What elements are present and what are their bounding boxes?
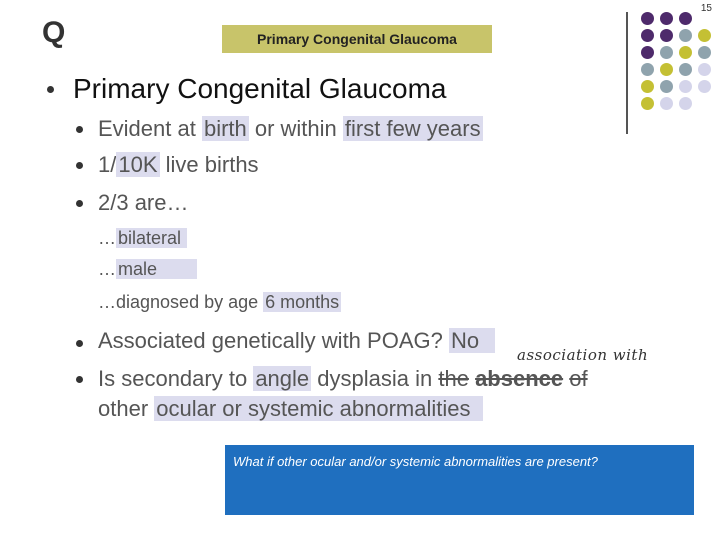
struck-the: the [438,366,469,391]
dot [660,46,673,59]
text: live births [159,152,259,177]
header-label: Primary Congenital Glaucoma [222,25,492,53]
dot [698,63,711,76]
dot [641,63,654,76]
bullet-dot [47,86,54,93]
bullet-dot [76,376,83,383]
highlight-angle: angle [255,366,310,391]
bullet-onset [98,116,483,142]
dot [679,63,692,76]
dot [660,12,673,25]
text: Evident at [98,116,202,141]
dot [641,12,654,25]
sub-item-male [98,259,197,280]
struck-absence: absence [475,366,564,391]
highlight-10k: 10K [118,152,158,177]
bullet-incidence [98,152,259,178]
bullet-two-thirds: 2/3 are… [98,190,189,215]
handwritten-note: association with [517,346,649,364]
highlight-no: No [449,328,495,353]
dot [698,29,711,42]
text: 1/ [98,152,117,177]
dot [679,97,692,110]
dot [679,12,692,25]
text: … [98,228,116,248]
dot [660,63,673,76]
text: … [98,259,116,279]
highlight-abnormalities: ocular or systemic abnormalities [154,396,482,421]
dot [679,46,692,59]
dot [679,29,692,42]
sub-item-bilateral [98,228,187,249]
slide-title: Primary Congenital Glaucoma [73,73,447,104]
sub-item-diagnosed [98,292,341,313]
struck-of: of [569,366,588,391]
bullet-poag [98,328,495,354]
q-mark: Q [42,16,66,49]
dot [698,46,711,59]
dot [641,80,654,93]
highlight-6-months: 6 months [265,292,340,312]
highlight-bilateral: bilateral [116,228,187,248]
text: or within [248,116,343,141]
dot [641,97,654,110]
text: …diagnosed by age [98,292,264,312]
question-box: What if other ocular and/or systemic abnormalities are present? [225,445,694,515]
text: Is secondary to [98,366,254,391]
dot [660,80,673,93]
dot [641,29,654,42]
dot [698,80,711,93]
bullet-dot [76,200,83,207]
dot [660,97,673,110]
text: Associated genetically with POAG? [98,328,449,353]
dot [641,46,654,59]
dot [679,80,692,93]
dot [660,29,673,42]
highlight-first-years: first few years [344,116,481,141]
highlight-birth: birth [203,116,247,141]
text: dysplasia in [311,366,439,391]
bullet-dot [76,340,83,347]
slide-number: 15 [700,3,712,14]
bullet-secondary [98,366,588,392]
bullet-secondary-line2 [98,396,483,422]
text: other [98,396,155,421]
highlight-male: male [116,259,197,279]
bullet-dot [76,126,83,133]
bullet-dot [76,162,83,169]
vertical-divider [626,12,628,134]
